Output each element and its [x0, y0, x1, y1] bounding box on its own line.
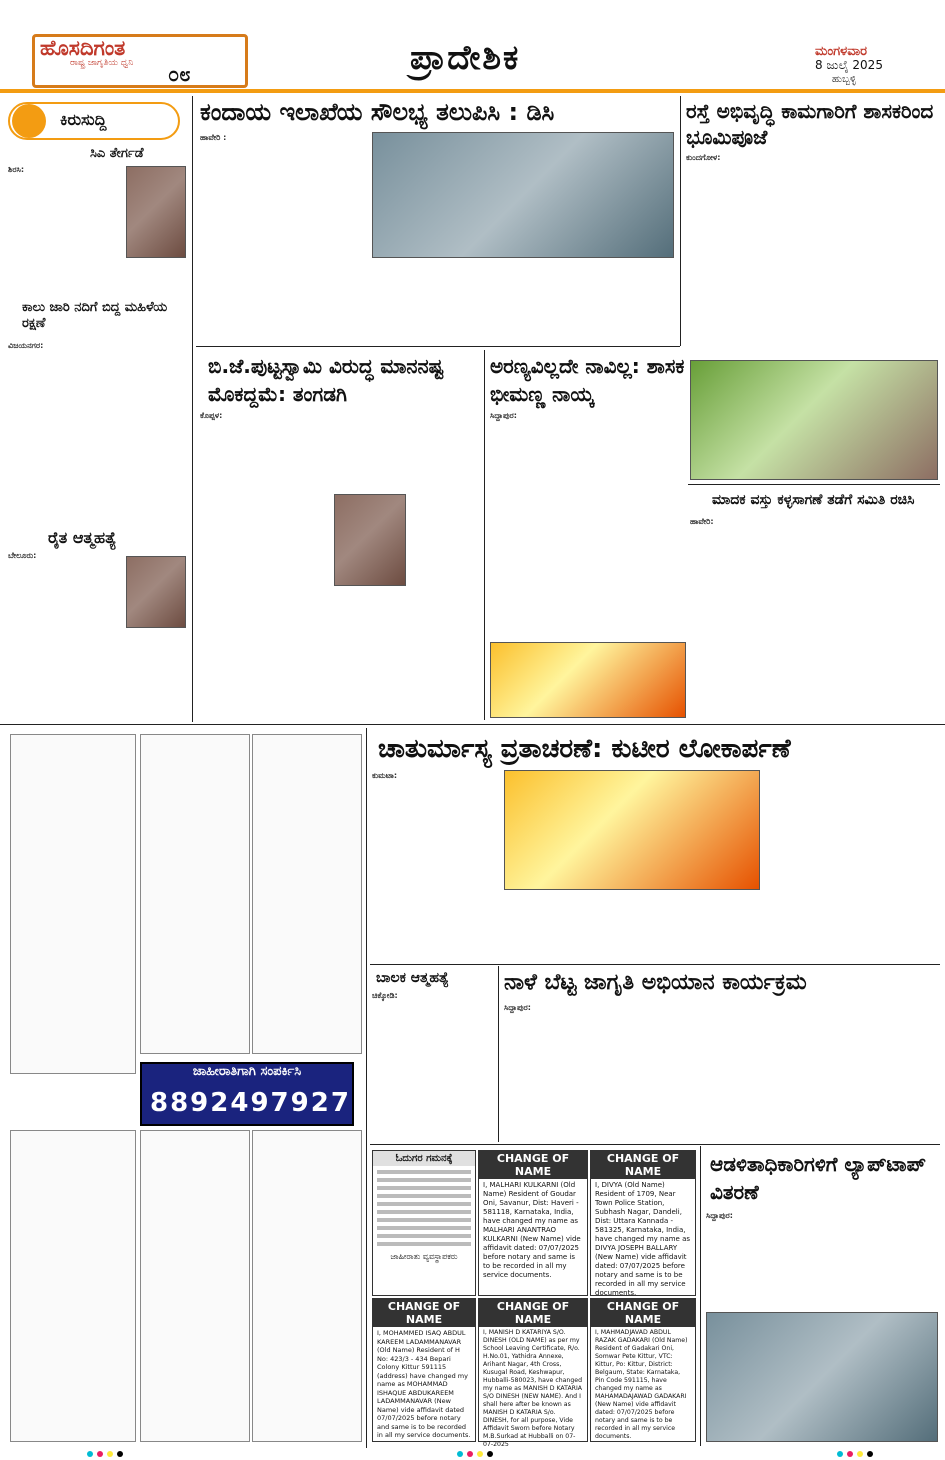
date-city: ಹುಬ್ಬಳ್ಳಿ — [832, 74, 857, 85]
story-body — [340, 410, 480, 710]
change-of-name-text: I, MAHMADJAVAD ABDUL RAZAK GADAKARI (Old Name) Resident of Gadakari Oni, Somwar Pete Kittur, VTC: Kittur, Po: Kittur, District: Belgaum, State: Karnataka, Pin Code 591115, have changed my name as MAHAMADAJAWAD GADAKARI (New Name) vide affidavit dated: 07/07/2025 before notary and same is to be recorded in all my service documents. — [595, 1329, 688, 1440]
change-of-name-ad — [478, 1150, 588, 1296]
story-body — [504, 894, 760, 960]
news-photo-event — [504, 770, 760, 890]
legal-notice — [10, 734, 136, 1074]
change-of-name-title: CHANGE OF NAME — [479, 1151, 587, 1179]
masthead-divider — [0, 89, 945, 93]
column-divider — [484, 350, 485, 720]
news-photo-event — [706, 1312, 938, 1442]
change-of-name-title: CHANGE OF NAME — [591, 1299, 695, 1327]
legal-notice — [140, 1130, 250, 1442]
news-photo-ceremony — [690, 360, 938, 480]
news-photo-event — [490, 642, 686, 718]
news-photo-meeting — [372, 132, 674, 258]
story-body — [764, 770, 938, 970]
change-of-name-title: CHANGE OF NAME — [479, 1299, 587, 1327]
kiru-suddi-label: ಕಿರುಸುದ್ದಿ — [60, 110, 107, 129]
logo-subtitle: ರಾಷ್ಟ್ರ ಜಾಗೃತಿಯ ಧ್ವನಿ — [70, 58, 134, 68]
column-divider — [700, 1146, 701, 1446]
news-photo-portrait — [126, 166, 186, 258]
column-divider — [192, 96, 193, 722]
column-divider — [366, 728, 367, 1448]
readers-notice — [372, 1150, 476, 1296]
brief-headline[interactable]: ರೈತ ಆತ್ಮಹತ್ಯೆ — [48, 528, 117, 547]
row-divider — [688, 484, 940, 485]
change-of-name-text: I, DIVYA (Old Name) Resident of 1709, Near Town Police Station, Subhash Nagar, Dandeli, Dist: Uttara Kannada - 581325, Karnataka, India, have changed my name as DIVYA JOSEPH BALLARY (New Name) vide affidavit dated: 07/07/2025 before notary and same is to be recorded in all my service documents. — [595, 1181, 691, 1297]
story-body — [372, 262, 674, 342]
readers-notice-title: ಓದುಗರ ಗಮನಕ್ಕೆ — [373, 1151, 475, 1166]
logo-title: ಹೊಸದಿಗಂತ — [40, 36, 126, 60]
story-body: ಚಿಕ್ಕೋಡಿ: — [372, 991, 398, 1000]
story-headline[interactable]: ಬಾಲಕ ಆತ್ಮಹತ್ಯೆ — [376, 970, 449, 986]
change-of-name-text: I, MANISH D KATARIYA S/O. DINESH (OLD NAME) as per my School Leaving Certificate, R/o. H.No.01, Yathidra Annexe, Arihant Nagar, 4th Cross, Kusugal Road, Keshwapur, Hubballi-580023, have changed my name as MANISH D KATARIA S/O DINESH (NEW NAME). And I shall here after be known as MANISH D KATARIA S/o. DINESH, for all purpose, Vide Affidavit Sworn before Notary M.B.Surkad at Hubballi on 07-07-2025 — [483, 1329, 583, 1448]
change-of-name-text: I, MALHARI KULKARNI (Old Name) Resident of Goudar Oni, Savanur, Dist: Haveri - 581118, Karnataka, India, have changed my name as MALHARI ANANTRAO KULKARNI (New Name) vide affidavit dated: 07/07/2025 before notary and same is to be recorded in all my service documents. — [483, 1181, 581, 1279]
story-body — [718, 1002, 938, 1140]
row-divider — [0, 724, 945, 725]
change-of-name-title: CHANGE OF NAME — [591, 1151, 695, 1179]
readers-notice-footer: ಜಾಹೀರಾತು ವ್ಯವಸ್ಥಾಪಕರು — [390, 1252, 458, 1261]
story-headline[interactable]: ಆಡಳಿತಾಧಿಕಾರಿಗಳಿಗೆ ಲ್ಯಾಪ್‌ಟಾಪ್ ವಿತರಣೆ — [710, 1152, 926, 1204]
row-divider — [196, 346, 680, 347]
story-headline[interactable]: ಚಾತುರ್ಮಾಸ್ಯ ವ್ರತಾಚರಣೆ: ಕುಟೀರ ಲೋಕಾರ್ಪಣೆ — [378, 734, 791, 764]
story-headline[interactable]: ಕಂದಾಯ ಇಲಾಖೆಯ ಸೌಲಭ್ಯ ತಲುಪಿಸಿ : ಡಿಸಿ — [200, 98, 555, 126]
brief-headline[interactable]: ಕಾಲು ಜಾರಿ ನದಿಗೆ ಬಿದ್ದ ಮಹಿಳೆಯ ರಕ್ಷಣೆ — [22, 300, 168, 331]
date-date: 8 ಜುಲೈ 2025 — [815, 58, 883, 72]
legal-notice — [252, 1130, 362, 1442]
change-of-name-title: CHANGE OF NAME — [373, 1299, 475, 1327]
change-of-name-ad — [372, 1298, 476, 1442]
change-of-name-ad — [478, 1298, 588, 1448]
change-of-name-text: I, MOHAMMED ISAQ ABDUL KAREEM LADAMMANAVAR (Old Name) Resident of H No: 423/3 - 434 Bepari Colony Kittur 591115 (address) have changed my name as MOHAMMAD ISHAQUE ABDUKAREEM LADAMMANAVAR (New Name) vide affidavit dated 07/07/2025 before notary and same is to be recorded in all my service documents. — [377, 1329, 471, 1439]
section-title: ಪ್ರಾದೇಶಿಕ — [410, 38, 521, 78]
row-divider — [370, 1144, 940, 1145]
row-divider — [370, 964, 940, 965]
story-headline[interactable]: ಬಿ.ಜೆ.ಪುಟ್ಟಸ್ವಾಮಿ ವಿರುದ್ಧ ಮಾನನಷ್ಟ ಮೊಕದ್ದಮೆ: ತಂಗಡಗಿ — [208, 354, 444, 406]
story-headline[interactable]: ನಾಳೆ ಬೆಟ್ಟ ಜಾಗೃತಿ ಅಭಿಯಾನ ಕಾರ್ಯಕ್ರಮ — [504, 970, 807, 995]
story-body: ಕುಂದಗೋಳ: — [686, 153, 721, 162]
story-body: ಸಿದ್ದಾಪುರ: — [706, 1211, 733, 1220]
hand-icon — [12, 104, 46, 138]
legal-notice — [10, 1130, 136, 1442]
change-of-name-ad — [590, 1150, 696, 1296]
story-body: ಸಿದ್ದಾಪುರ: — [504, 1003, 531, 1012]
brief-body: ವಿಜಯನಗರ: — [8, 341, 44, 350]
story-headline[interactable]: ಅರಣ್ಯವಿಲ್ಲದೇ ನಾವಿಲ್ಲ: ಶಾಸಕ ಭೀಮಣ್ಣ ನಾಯ್ಕ — [490, 354, 685, 406]
ad-contact-label: ಜಾಹೀರಾತಿಗಾಗಿ ಸಂಪರ್ಕಿಸಿ — [192, 1064, 302, 1079]
story-headline[interactable]: ರಸ್ತೆ ಅಭಿವೃದ್ಧಿ ಕಾಮಗಾರಿಗೆ ಶಾಸಕರಿಂದ ಭೂಮಿಪೂಜೆ — [686, 99, 934, 149]
story-body: ಹಾವೇರಿ : — [200, 133, 227, 142]
brief-headline[interactable]: ಸಿಎ ತೇರ್ಗಡೆ — [90, 146, 144, 161]
story-body: ಸಿದ್ದಾಪುರ: — [490, 411, 517, 420]
date-day: ಮಂಗಳವಾರ — [815, 44, 868, 59]
story-body: ಕುಮಟಾ: — [372, 771, 398, 780]
news-photo-portrait — [126, 556, 186, 628]
column-divider — [680, 96, 681, 346]
ad-contact-phone[interactable]: 8892497927 — [150, 1088, 351, 1118]
change-of-name-ad — [590, 1298, 696, 1442]
brief-body: ಶಿರಸಿ: — [8, 165, 25, 174]
story-headline[interactable]: ಮಾದಕ ವಸ್ತು ಕಳ್ಳಸಾಗಣೆ ತಡೆಗೆ ಸಮಿತಿ ರಚಿಸಿ — [712, 492, 915, 508]
legal-notice — [252, 734, 362, 1054]
print-registration-marks — [0, 1448, 945, 1460]
page-number: ೦೮ — [168, 62, 191, 86]
brief-body: ಬೇಲೂರು: — [8, 551, 37, 560]
column-divider — [498, 966, 499, 1142]
legal-notice — [140, 734, 250, 1054]
story-body: ಹಾವೇರಿ: — [690, 517, 714, 526]
story-body: ಕೊಪ್ಪಳ: — [200, 411, 223, 420]
